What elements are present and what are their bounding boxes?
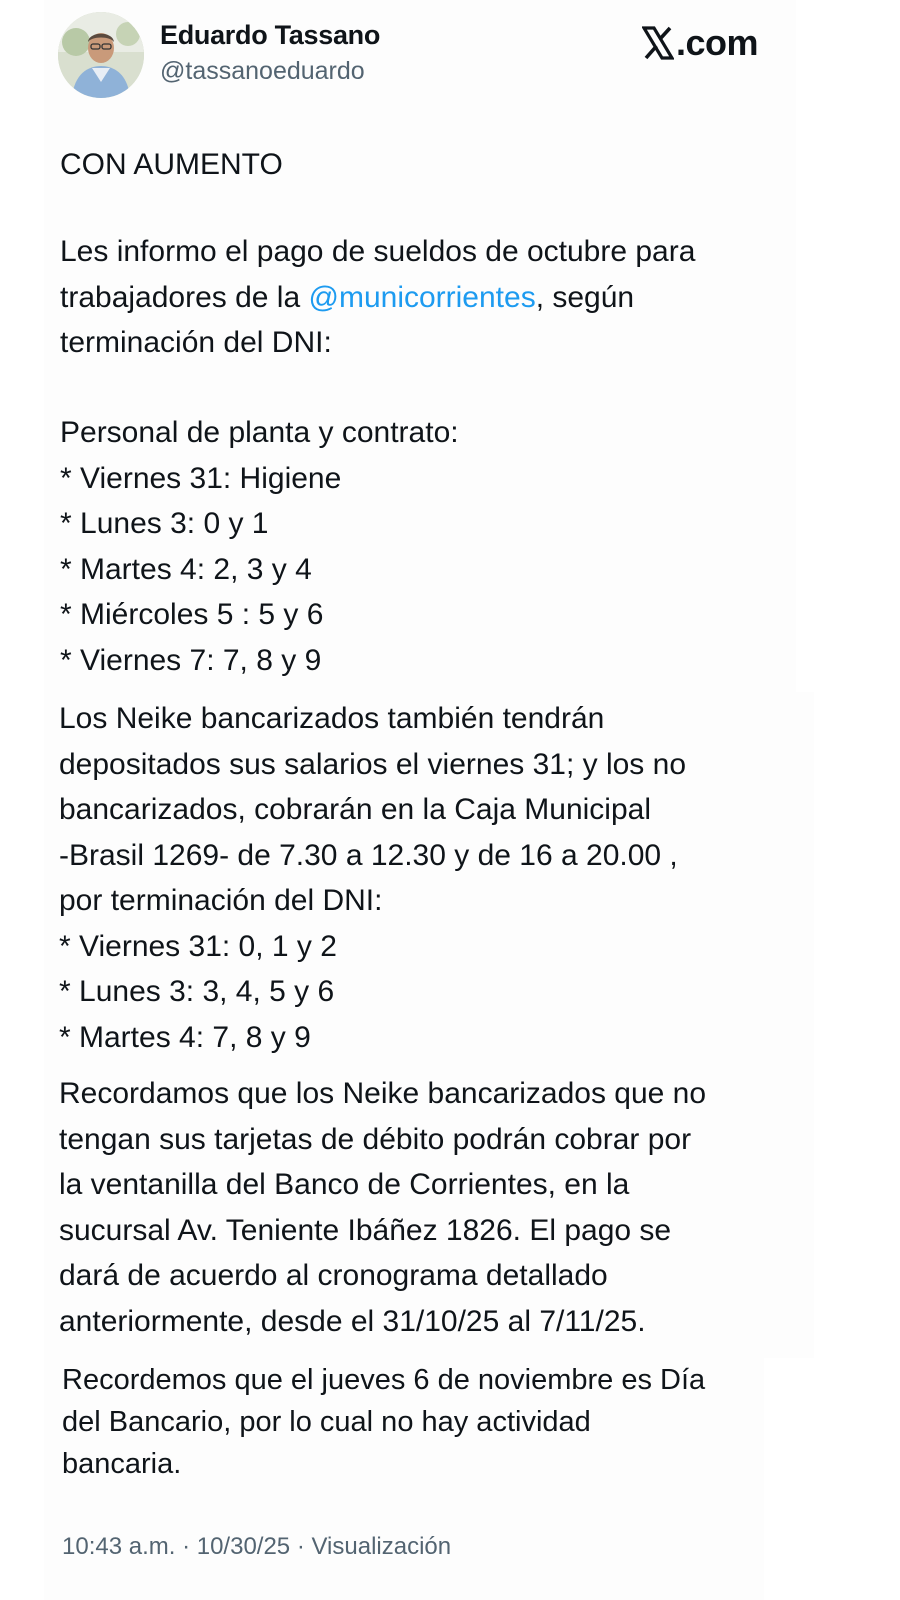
xcom-label: .com <box>676 22 759 63</box>
intro-text-after: , según terminación del DNI: <box>60 280 635 359</box>
tweet-header <box>0 0 900 120</box>
author-name[interactable]: Eduardo Tassano <box>160 20 381 50</box>
tweet-section-ventanilla: Recordamos que los Neike bancarizados que no tengan sus tarjetas de débito podrán cobrar por la ventanilla del Banco de Corrientes, en la sucursal Av. Teniente Ibáñez 1826. El pago se dará de acuerdo al cronograma detallado anteriormente, desde el 31/10/25 al 7/11/25. <box>59 1077 707 1338</box>
x-logo-icon <box>642 26 674 60</box>
mention-link[interactable]: @municorrientes <box>308 280 536 314</box>
tweet-section-neike: Los Neike bancarizados también tendrán depositados sus salarios el viernes 31; y los no bancarizados, cobrarán en la Caja Municipal -Brasil 1269- de 7.30 a 12.30 y de 16 a 20.00 , por terminación del DNI: * Viernes 31: 0, 1 y 2 * Lunes 3: 3, 4, 5 y 6 * Martes 4: 7, 8 y 9 <box>59 702 687 1054</box>
tweet-section-planta: Personal de planta y contrato: * Viernes 31: Higiene * Lunes 3: 0 y 1 * Martes 4: 2, 3 y 4 * Miércoles 5 : 5 y 6 * Viernes 7: 7, 8 y 9 <box>60 416 459 677</box>
tweet-headline: CON AUMENTO <box>60 148 283 181</box>
intro-text-before: Les informo el pago de sueldos de octubre para trabajadores de la <box>60 235 696 314</box>
tweet-intro <box>60 229 820 366</box>
tweet-section-bancario: Recordemos que el jueves 6 de noviembre es Día del Bancario, por lo cual no hay actividad bancaria. <box>62 1364 706 1480</box>
tweet-timestamp[interactable]: 10:43 a.m. · 10/30/25 · Visualización <box>62 1533 452 1560</box>
author-handle[interactable]: @tassanoeduardo <box>160 57 365 85</box>
xcom-watermark <box>642 22 758 64</box>
avatar[interactable] <box>58 12 144 98</box>
avatar-photo <box>58 12 144 98</box>
